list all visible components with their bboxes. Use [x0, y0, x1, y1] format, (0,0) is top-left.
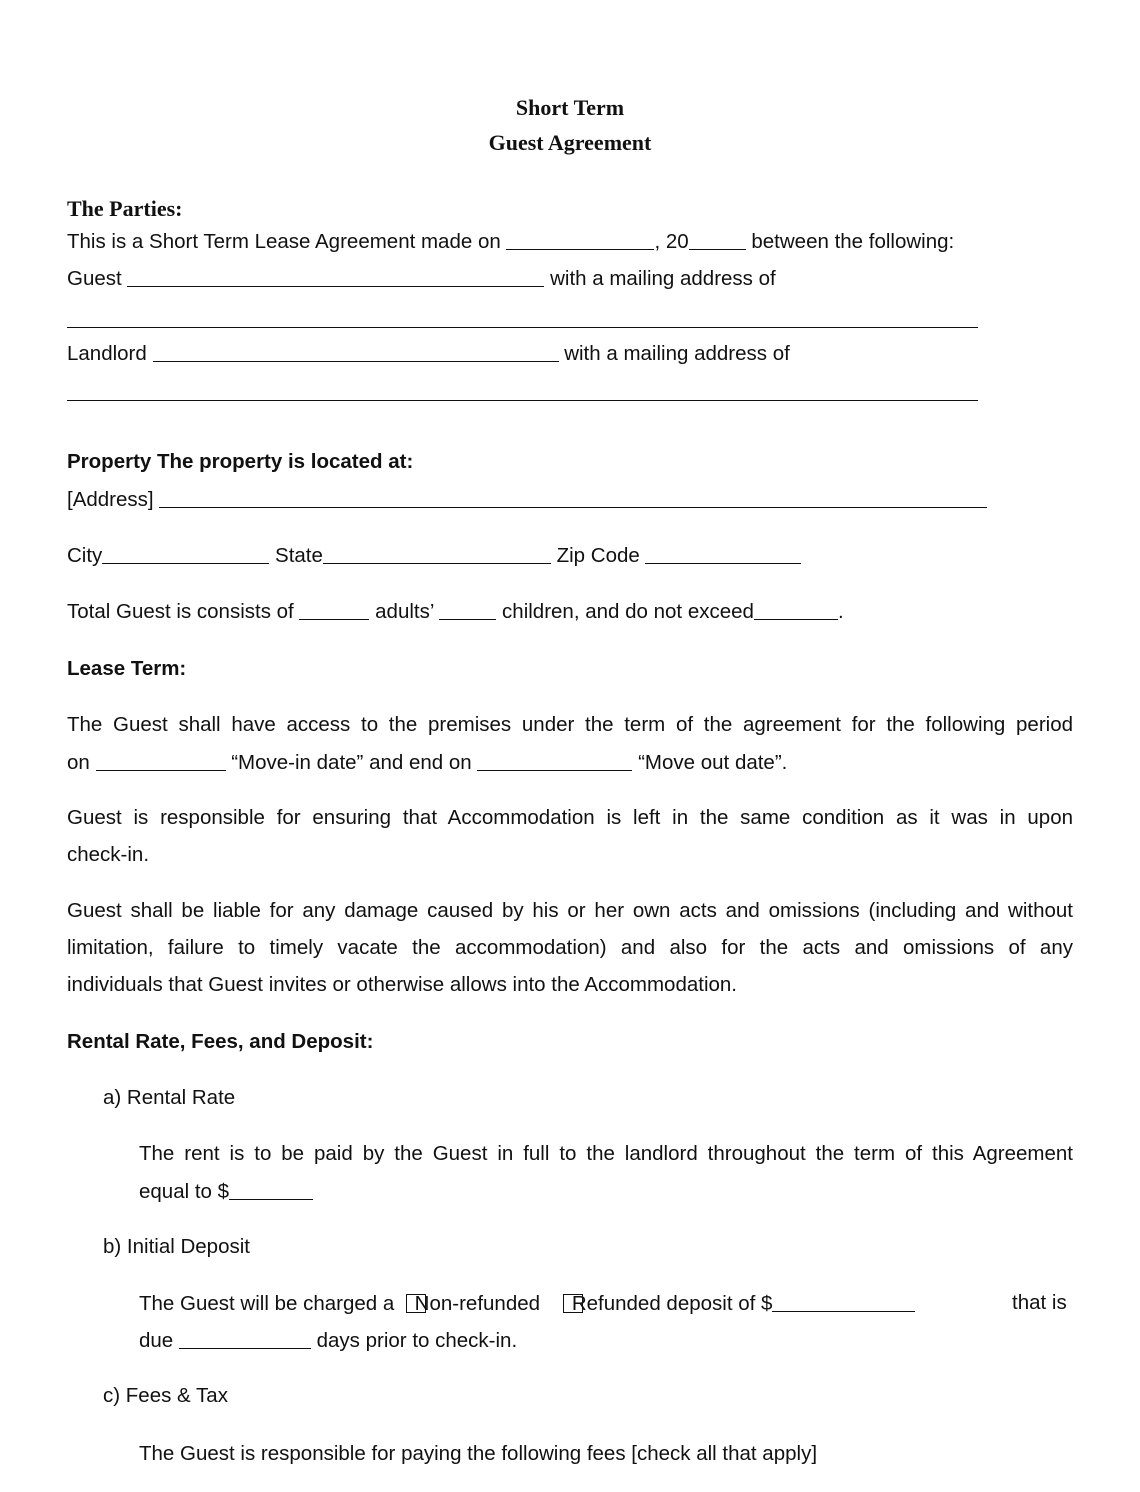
deposit-line	[139, 1293, 915, 1315]
fees-tax-label: c) Fees & Tax	[103, 1384, 228, 1407]
deposit-days-field[interactable]	[179, 1330, 311, 1349]
address-field[interactable]	[159, 489, 987, 508]
initial-deposit-label: b) Initial Deposit	[103, 1235, 250, 1258]
rent-amount-label: equal to $	[139, 1180, 230, 1203]
lease-on-label: on	[67, 751, 90, 774]
lease-term-p2-line2: check-in.	[67, 843, 150, 866]
move-out-date-field[interactable]	[477, 752, 632, 771]
guest-line	[67, 268, 776, 290]
property-heading: Property The property is located at:	[67, 450, 414, 473]
agreement-year-field[interactable]	[689, 231, 746, 250]
address-line	[67, 489, 987, 511]
city-label: City	[67, 544, 103, 567]
rent-amount-field[interactable]	[229, 1181, 313, 1200]
landlord-suffix: with a mailing address of	[564, 342, 790, 365]
guest-count-line	[67, 601, 844, 623]
fees-tax-text: The Guest is responsible for paying the following fees [check all that apply]	[139, 1442, 818, 1465]
lease-term-p1-line1: The Guest shall have access to the premises under the term of the agreement for the following period	[67, 713, 1073, 736]
parties-intro-b: , 20	[654, 230, 689, 253]
guest-count-c: children, and do not exceed	[502, 600, 754, 623]
guest-name-field[interactable]	[127, 268, 544, 287]
rental-rate-text-line2	[139, 1181, 313, 1203]
guest-suffix: with a mailing address of	[550, 267, 776, 290]
children-count-field[interactable]	[439, 601, 496, 620]
document-title-line2: Guest Agreement	[488, 130, 652, 155]
lease-term-p1-line2	[67, 752, 787, 774]
move-in-date-field[interactable]	[96, 752, 226, 771]
state-field[interactable]	[323, 545, 551, 564]
rental-rate-label: a) Rental Rate	[103, 1086, 236, 1109]
landlord-line	[67, 343, 790, 365]
parties-heading: The Parties:	[67, 196, 183, 221]
deposit-text-b: that is	[1012, 1291, 1067, 1314]
guest-count-d: .	[837, 600, 844, 623]
landlord-label: Landlord	[67, 342, 147, 365]
landlord-name-field[interactable]	[153, 343, 559, 362]
guest-label: Guest	[67, 267, 122, 290]
document-title-line1: Short Term	[515, 95, 625, 120]
deposit-text-a: The Guest will be charged a	[139, 1292, 395, 1315]
adults-count-field[interactable]	[299, 601, 369, 620]
guest-count-a: Total Guest is consists of	[67, 600, 294, 623]
parties-intro-a: This is a Short Term Lease Agreement made on	[67, 230, 501, 253]
address-label: [Address]	[67, 488, 154, 511]
deposit-due-line	[139, 1330, 517, 1352]
refunded-label: Refunded deposit of $	[571, 1292, 773, 1315]
state-label: State	[275, 544, 323, 567]
max-guests-field[interactable]	[754, 601, 838, 620]
parties-intro-c: between the following:	[751, 230, 955, 253]
move-in-label: “Move-in date” and end on	[231, 751, 472, 774]
city-state-zip-line	[67, 545, 801, 567]
city-field[interactable]	[102, 545, 269, 564]
guest-address-field[interactable]	[67, 327, 978, 328]
zip-field[interactable]	[645, 545, 801, 564]
rental-rate-text-line1: The rent is to be paid by the Guest in full to the landlord throughout the term of this Agreement	[139, 1142, 1073, 1165]
lease-term-p3-line2: limitation, failure to timely vacate the accommodation) and also for the acts and omissions of any	[67, 936, 1073, 959]
rental-heading: Rental Rate, Fees, and Deposit:	[67, 1030, 374, 1053]
lease-term-p3-line3: individuals that Guest invites or otherwise allows into the Accommodation.	[67, 973, 738, 996]
deposit-amount-field[interactable]	[772, 1293, 915, 1312]
guest-count-b: adults’	[375, 600, 434, 623]
lease-term-p3-line1: Guest shall be liable for any damage caused by his or her own acts and omissions (including and without	[67, 899, 1073, 922]
non-refunded-label: Non-refunded	[414, 1292, 541, 1315]
deposit-days-label: days prior to check-in.	[316, 1329, 518, 1352]
lease-term-p2-line1: Guest is responsible for ensuring that Accommodation is left in the same condition as it was in upon	[67, 806, 1073, 829]
deposit-due-label: due	[139, 1329, 174, 1352]
landlord-address-field[interactable]	[67, 400, 978, 401]
agreement-date-field[interactable]	[506, 231, 654, 250]
move-out-label: “Move out date”.	[638, 751, 788, 774]
lease-term-heading: Lease Term:	[67, 657, 187, 680]
zip-label: Zip Code	[556, 544, 640, 567]
parties-intro-line	[67, 231, 954, 253]
